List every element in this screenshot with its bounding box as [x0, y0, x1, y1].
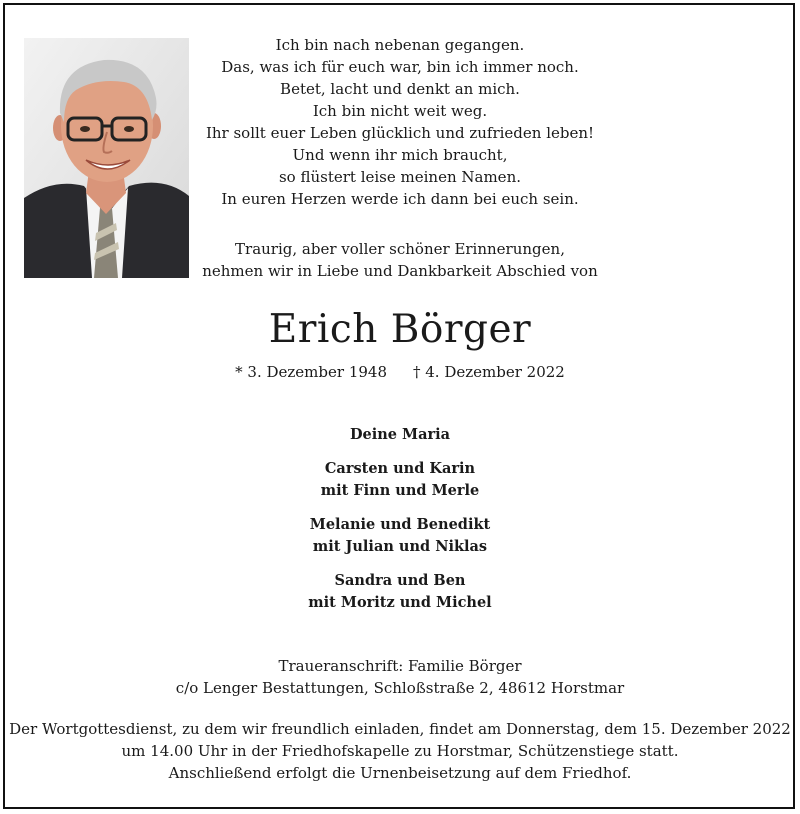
service-line: Der Wortgottesdienst, zu dem wir freundlich einladen, findet am Donnerstag, dem 15. Dezember 2022: [9, 720, 791, 738]
poem-line: Ich bin nach nebenan gegangen.: [275, 36, 525, 54]
mourner-group: [0, 570, 800, 614]
poem-line: Ihr sollt euer Leben glücklich und zufrieden leben!: [205, 124, 595, 142]
mourner-name: Carsten und Karin: [324, 460, 476, 477]
mourner-name: mit Moritz und Michel: [308, 594, 492, 611]
poem-line: Betet, lacht und denkt an mich.: [280, 80, 520, 98]
birth-date: * 3. Dezember 1948: [235, 363, 387, 381]
mourners-list: [0, 424, 800, 626]
mourner-group: [0, 424, 800, 446]
mourner-name: Sandra und Ben: [334, 572, 466, 589]
intro-line: Traurig, aber voller schöner Erinnerungen,: [235, 240, 565, 258]
poem-line: Ich bin nicht weit weg.: [312, 102, 488, 120]
mourner-group: [0, 458, 800, 502]
service-info: [0, 718, 800, 784]
address-line: c/o Lenger Bestattungen, Schloßstraße 2, 48612 Horstmar: [175, 679, 625, 697]
poem-line: so flüstert leise meinen Namen.: [278, 168, 521, 186]
service-line: um 14.00 Uhr in der Friedhofskapelle zu Horstmar, Schützenstiege statt.: [121, 742, 679, 760]
poem-line: In euren Herzen werde ich dann bei euch sein.: [221, 190, 579, 208]
poem: [190, 34, 610, 210]
mourning-address: [0, 655, 800, 699]
poem-line: Und wenn ihr mich braucht,: [292, 146, 508, 164]
farewell-intro: [140, 238, 660, 282]
mourner-name: mit Julian und Niklas: [312, 538, 488, 555]
address-line: Traueranschrift: Familie Börger: [278, 657, 522, 675]
service-line: Anschließend erfolgt die Urnenbeisetzung auf dem Friedhof.: [168, 764, 632, 782]
mourner-name: mit Finn und Merle: [320, 482, 480, 499]
deceased-name: Erich Börger: [268, 307, 532, 352]
poem-line: Das, was ich für euch war, bin ich immer noch.: [221, 58, 579, 76]
death-date: † 4. Dezember 2022: [413, 363, 565, 381]
life-dates: [0, 361, 800, 383]
mourner-name: Deine Maria: [349, 426, 451, 443]
mourner-group: [0, 514, 800, 558]
mourner-name: Melanie und Benedikt: [309, 516, 491, 533]
intro-line: nehmen wir in Liebe und Dankbarkeit Abschied von: [202, 262, 598, 280]
